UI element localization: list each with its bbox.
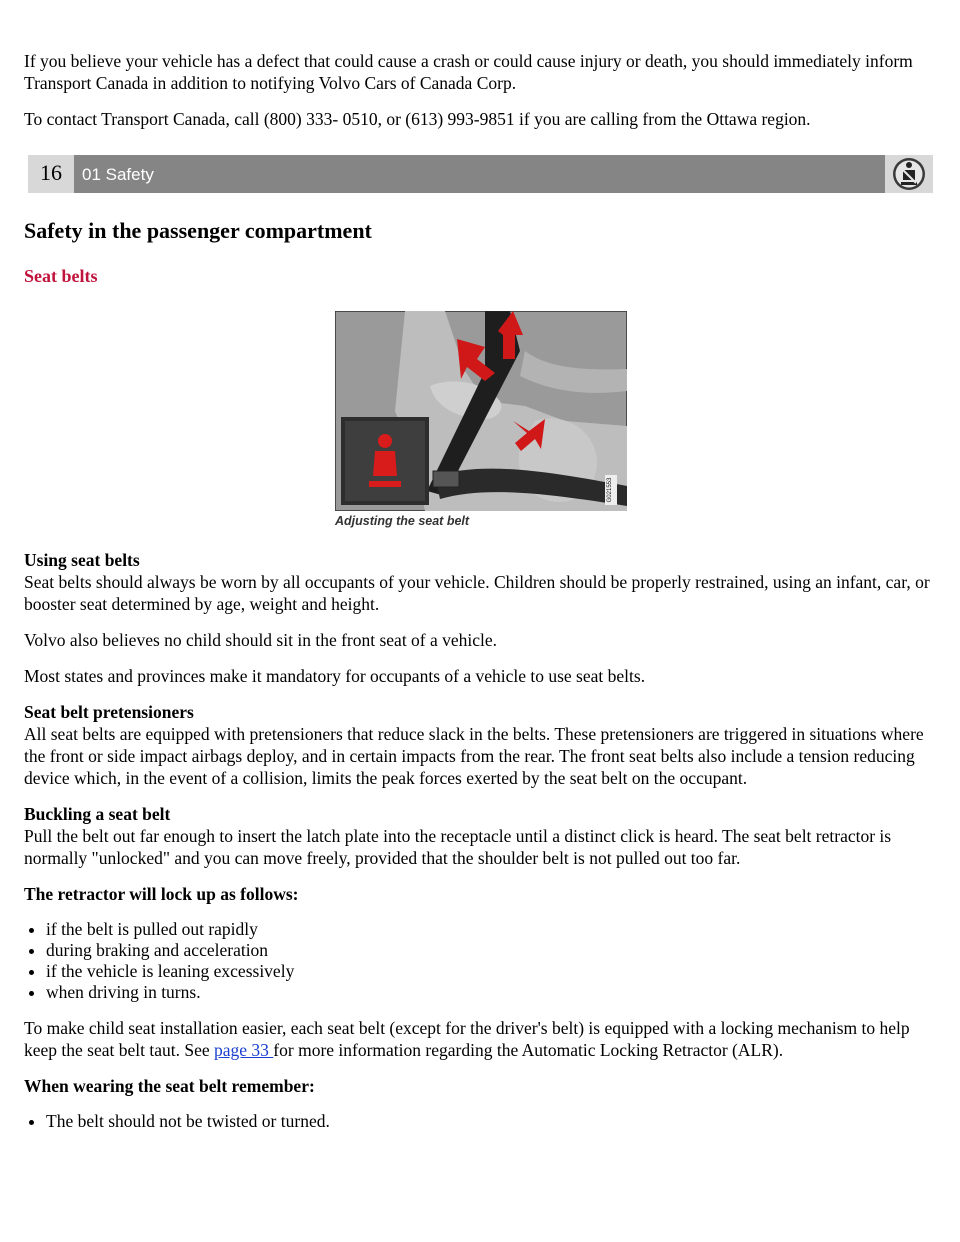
using-seat-belts-paragraph — [24, 549, 939, 615]
list-item: • when driving in turns. — [46, 982, 939, 1003]
intro-text — [24, 50, 944, 144]
figure-caption: Adjusting the seat belt — [335, 514, 470, 528]
intro-paragraph-defect: If you believe your vehicle has a defect that could cause a crash or could cause injury or death, you should immediately inform Transport Canada in addition to notifying Volvo Cars of Canada Corp. — [24, 51, 913, 93]
page-33-link[interactable]: page 33 — [214, 1040, 274, 1060]
seat-belts-subheading: Seat belts — [24, 266, 98, 286]
wearing-title-text: When wearing the seat belt remember: — [24, 1076, 315, 1096]
seat-belt-figure — [335, 311, 627, 528]
child-seat-text-before: To make child seat installation easier, each seat belt (except for the driver's belt) is equipped with a locking mechanism to help keep the seat belt taut. See — [24, 1018, 910, 1060]
figure-code: G021553 — [607, 477, 613, 503]
body-text — [24, 549, 939, 1146]
retractor-title — [24, 883, 939, 905]
pretensioners-paragraph — [24, 701, 939, 789]
pretensioners-text: All seat belts are equipped with pretensioners that reduce slack in the belts. These pretensioners are triggered in situations where the front or side impact airbags deploy, and in certain impacts from the rear. The front seat belts also include a tension reducing device which, in the event of a collision, limits the peak forces exerted by the seat belt on the occupant. — [24, 724, 924, 788]
page-number: 16 — [28, 155, 74, 193]
seatbelt-warning-icon-box — [885, 155, 933, 193]
buckling-text: Pull the belt out far enough to insert the latch plate into the receptacle until a distinct click is heard. The seat belt retractor is normally "unlocked" and you can move freely, provided that the shoulder belt is not pulled out too far. — [24, 826, 892, 868]
seatbelt-warning-icon — [889, 156, 929, 192]
retractor-title-text: The retractor will lock up as follows: — [24, 884, 299, 904]
pretensioners-title: Seat belt pretensioners — [24, 702, 194, 722]
child-seat-text-after: for more information regarding the Automatic Locking Retractor (ALR). — [273, 1040, 784, 1060]
list-item: • if the vehicle is leaning excessively — [46, 961, 939, 982]
list-item: • if the belt is pulled out rapidly — [46, 919, 939, 940]
buckling-paragraph — [24, 803, 939, 869]
list-item: • during braking and acceleration — [46, 940, 939, 961]
buckling-title: Buckling a seat belt — [24, 804, 171, 824]
wearing-title — [24, 1075, 939, 1097]
front-seat-paragraph: Volvo also believes no child should sit in the front seat of a vehicle. — [24, 630, 498, 650]
wearing-list — [24, 1111, 939, 1132]
page-heading: Safety in the passenger compartment — [24, 218, 372, 243]
using-seat-belts-text: Seat belts should always be worn by all occupants of your vehicle. Children should be properly restrained, using an infant, car, or booster seat determined by age, weight and height. — [24, 572, 930, 614]
seat-belt-illustration — [335, 311, 627, 511]
using-seat-belts-title: Using seat belts — [24, 550, 140, 570]
mandatory-paragraph: Most states and provinces make it mandatory for occupants of a vehicle to use seat belts. — [24, 666, 646, 686]
child-seat-paragraph — [24, 1017, 939, 1061]
list-item: • The belt should not be twisted or turned. — [46, 1111, 939, 1132]
retractor-list — [24, 919, 939, 1003]
section-header-bar — [28, 155, 933, 193]
intro-paragraph-contact: To contact Transport Canada, call (800) 333- 0510, or (613) 993-9851 if you are calling from the Ottawa region. — [24, 109, 811, 129]
section-title: 01 Safety — [82, 165, 154, 184]
